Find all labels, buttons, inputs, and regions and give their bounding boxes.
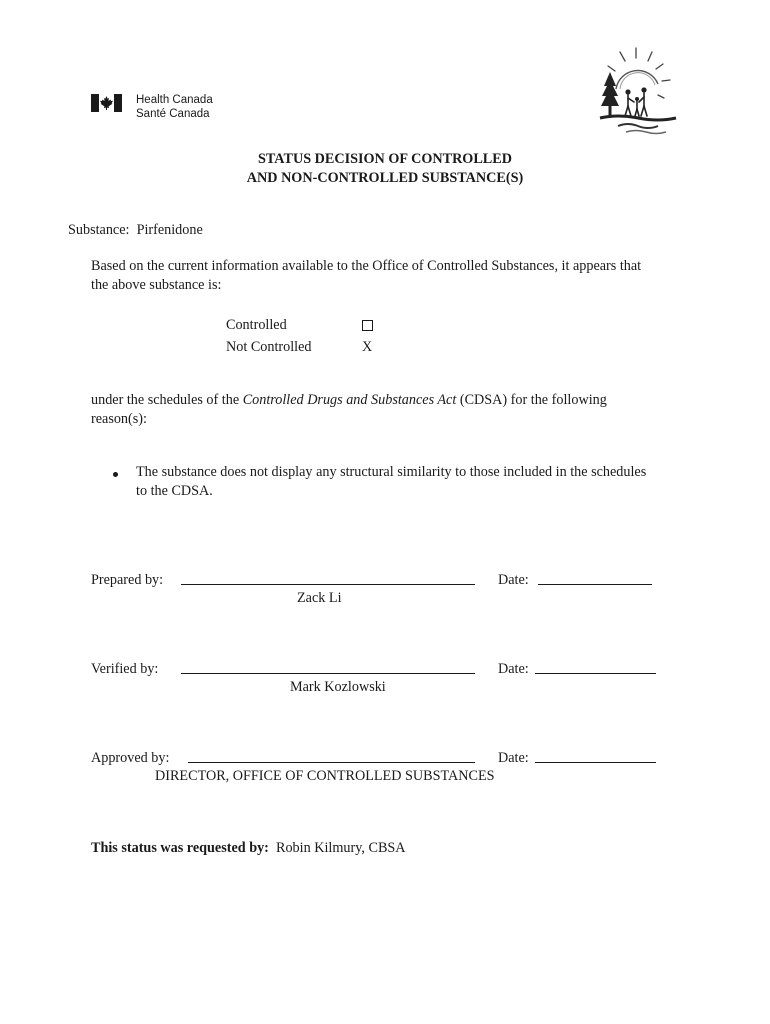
- substance-value: Pirfenidone: [136, 222, 203, 238]
- canada-flag-icon: [91, 94, 122, 112]
- act-name: Controlled Drugs and Substances Act: [242, 392, 457, 408]
- approved-date-line: [535, 748, 656, 763]
- requested-by-row: [91, 839, 406, 858]
- prepared-signature-line: [181, 570, 475, 585]
- family-sun-logo-icon: [598, 44, 678, 136]
- prepared-by-label: Prepared by:: [91, 572, 164, 588]
- prepared-by-name: Zack Li: [297, 590, 342, 606]
- title-line-1: STATUS DECISION OF CONTROLLED: [258, 151, 512, 167]
- prepared-date-label: Date:: [498, 572, 529, 588]
- not-controlled-mark: X: [362, 339, 373, 355]
- status-option-not-controlled-label: Not Controlled: [226, 339, 312, 355]
- verified-by-name: Mark Kozlowski: [290, 679, 386, 695]
- intro-line-2: the above substance is:: [91, 277, 222, 293]
- schedules-prefix: under the schedules of the: [91, 392, 243, 408]
- department-name: [136, 93, 213, 121]
- schedules-line-2: reason(s):: [91, 411, 147, 427]
- document-title: [0, 150, 770, 188]
- reason-item: [136, 463, 736, 501]
- approved-by-label: Approved by:: [91, 750, 170, 766]
- reason-line-2: to the CDSA.: [136, 483, 213, 499]
- intro-paragraph: [91, 257, 691, 295]
- verified-date-label: Date:: [498, 661, 529, 677]
- schedules-line-1: [91, 391, 691, 410]
- intro-line-1: Based on the current information available to the Office of Controlled Substances, it appears that: [91, 258, 642, 274]
- reason-line-1: The substance does not display any structural similarity to those included in the schedules: [136, 464, 647, 480]
- schedules-paragraph: [91, 391, 691, 429]
- schedules-suffix: (CDSA) for the following: [456, 392, 607, 408]
- approved-date-label: Date:: [498, 750, 529, 766]
- title-line-2: AND NON-CONTROLLED SUBSTANCE(S): [246, 170, 524, 186]
- controlled-checkbox: [362, 320, 373, 331]
- verified-signature-line: [181, 659, 475, 674]
- verified-by-label: Verified by:: [91, 661, 159, 677]
- verified-date-line: [535, 659, 656, 674]
- bullet-icon: [113, 472, 118, 477]
- substance-label: Substance:: [68, 222, 130, 238]
- department-fr: Santé Canada: [136, 108, 210, 120]
- department-en: Health Canada: [136, 94, 213, 106]
- requested-by-label: This status was requested by:: [91, 840, 269, 856]
- approved-by-name: DIRECTOR, OFFICE OF CONTROLLED SUBSTANCES: [155, 768, 495, 784]
- requested-by-value: Robin Kilmury, CBSA: [276, 840, 406, 856]
- prepared-date-line: [538, 570, 652, 585]
- approved-signature-line: [188, 748, 475, 763]
- status-option-controlled-label: Controlled: [226, 317, 287, 333]
- substance-row: [68, 221, 203, 240]
